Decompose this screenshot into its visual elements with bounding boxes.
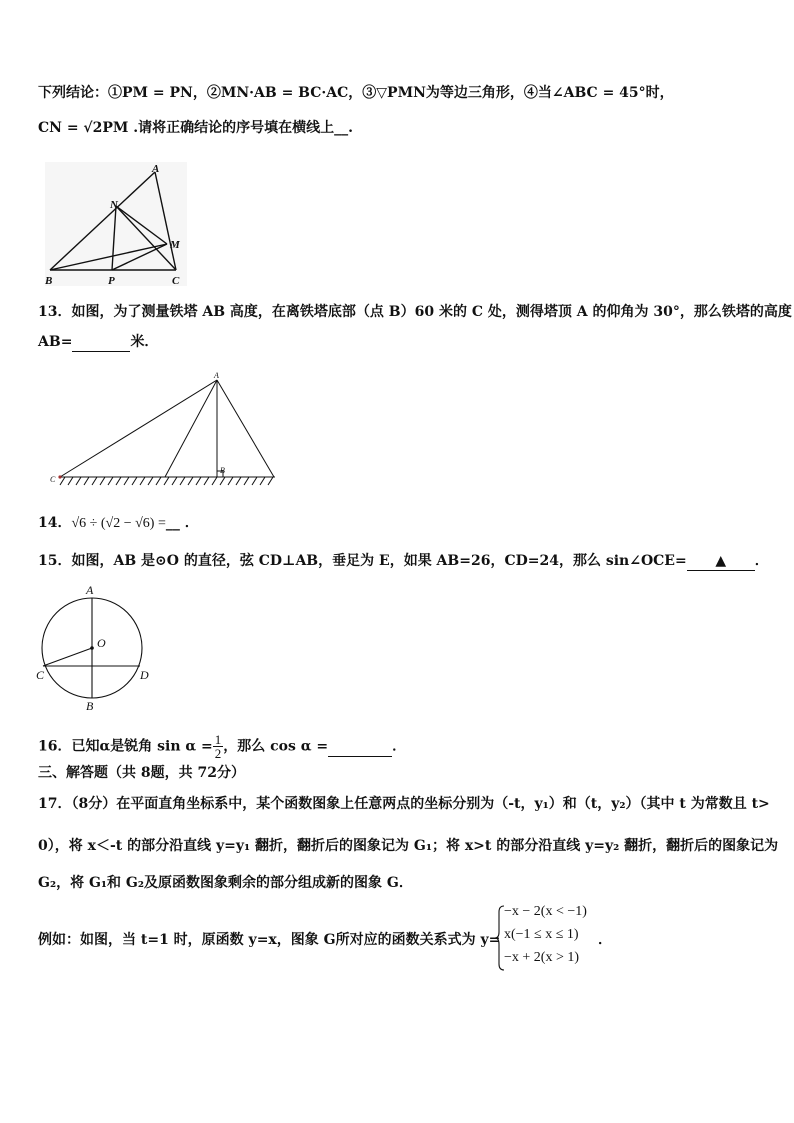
answer-blank-15[interactable] xyxy=(687,552,755,571)
label-B-15: B xyxy=(86,699,94,713)
q16-mid: ，那么 cos α = xyxy=(223,738,329,755)
q12-line2: CN = √2PM .请将正确结论的序号填在横线上__. xyxy=(38,120,354,136)
q14-prefix: 14． xyxy=(38,515,72,531)
q15-text: 15．如图，AB 是⊙O 的直径，弦 CD⊥AB，垂足为 E，如果 AB=26，CD=24，那么 sin∠OCE= xyxy=(38,553,687,569)
q17-line1: 17．（8分）在平面直角坐标系中，某个函数图象上任意两点的坐标分别为（-t，y₁）和（t，y₂）（其中 t 为常数且 t> xyxy=(38,796,770,812)
q13-line2 xyxy=(38,333,158,352)
tower-figure-13 xyxy=(45,368,285,490)
q14-expression: √6 ÷ (√2 − √6) = xyxy=(71,516,166,531)
triangle-marker-icon: ▲ xyxy=(715,553,727,569)
answer-blank-13[interactable] xyxy=(72,333,130,352)
fraction-numerator: 1 xyxy=(214,732,222,747)
q16-end: ． xyxy=(392,738,407,755)
piece-1: −x − 2(x < −1) xyxy=(504,904,587,919)
label-P: P xyxy=(108,275,115,287)
fraction-one-half xyxy=(213,733,224,760)
q13-suffix: 米． xyxy=(130,334,159,350)
q16-prefix: 16．已知α是锐角 sin α = xyxy=(38,738,213,755)
q15-end: ． xyxy=(754,553,769,569)
label-M: M xyxy=(170,239,180,251)
triangle-figure-12 xyxy=(40,160,190,290)
label-B-13: B xyxy=(220,466,225,475)
q14-line xyxy=(38,514,199,533)
label-A: A xyxy=(152,163,160,175)
q16-line xyxy=(38,733,406,760)
q17-line3: G₂，将 G₁和 G₂及原函数图象剩余的部分组成新的图象 G． xyxy=(38,875,413,891)
label-C-15: C xyxy=(36,668,45,682)
q12-line1: 下列结论：①PM = PN，②MN·AB = BC·AC，③▽PMN为等边三角形，④当∠ABC = 45°时， xyxy=(38,85,674,101)
piecewise-cases xyxy=(504,904,587,973)
answer-blank-16[interactable] xyxy=(328,738,392,757)
q17-end: ． xyxy=(598,932,612,948)
label-A-15: A xyxy=(86,583,94,597)
label-A-13: A xyxy=(214,371,219,380)
circle-figure-15 xyxy=(32,582,157,714)
label-D-15: D xyxy=(140,668,149,682)
label-C-13: C xyxy=(50,475,56,484)
q14-suffix: __ ． xyxy=(165,515,199,531)
piece-2: x(−1 ≤ x ≤ 1) xyxy=(504,927,579,942)
q13-line1: 13．如图，为了测量铁塔 AB 高度，在离铁塔底部（点 B）60 米的 C 处，测得塔顶 A 的仰角为 30°，那么铁塔的高度 xyxy=(38,304,792,320)
q13-prefix: AB= xyxy=(38,334,73,350)
label-N: N xyxy=(110,199,118,211)
piece-3: −x + 2(x > 1) xyxy=(504,950,580,965)
fraction-denominator: 2 xyxy=(214,746,222,761)
q17-line4: 例如：如图，当 t=1 时，原函数 y=x，图象 G所对应的函数关系式为 y= xyxy=(38,932,501,948)
label-O-15: O xyxy=(97,636,106,650)
section-heading: 三、解答题（共 8题，共 72分） xyxy=(38,765,245,781)
q15-line xyxy=(38,552,769,571)
label-B: B xyxy=(45,275,53,287)
q17-line2: 0），将 x＜-t 的部分沿直线 y=y₁ 翻折，翻折后的图象记为 G₁；将 x>t 的部分沿直线 y=y₂ 翻折，翻折后的图象记为 xyxy=(38,838,779,854)
label-C: C xyxy=(172,275,180,287)
